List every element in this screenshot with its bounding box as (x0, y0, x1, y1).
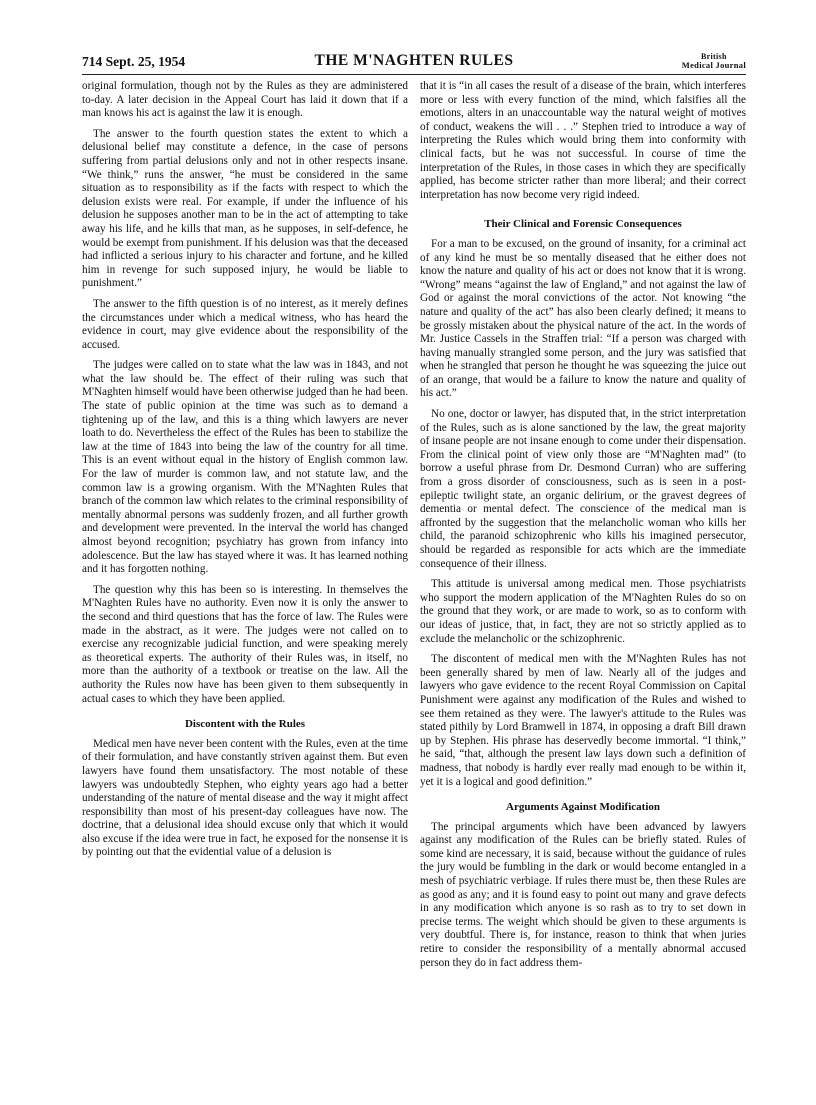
section-heading: Their Clinical and Forensic Consequences (484, 218, 682, 231)
section-heading: Arguments Against Modification (506, 801, 660, 814)
running-title: THE M'NAGHTEN RULES (314, 52, 514, 69)
paragraph: No one, doctor or lawyer, has disputed that, in the strict interpretation of the Rules, such as is alone sanctioned by the law, the great majority of insane people are not insane enough to come under their dispensation. From the clinical point of view only those are “M'Naghten mad” (to borrow a useful phrase from Dr. Desmond Curran) who are suffering from a gross disorder of consciousness, such as is seen in a post-epileptic twilight state, an organic delirium, or the gravest degrees of dementia or mental defect. The conscience of the medical man is affronted by the suggestion that the melancholic woman who kills her child, the paranoid schizophrenic who kills his imagined persecutor, should be regarded as responsible for acts which are the immediate consequence of their illness. (420, 408, 746, 570)
right-column (420, 80, 746, 977)
journal-line-1: British (701, 52, 727, 61)
section-heading: Discontent with the Rules (184, 718, 306, 731)
paragraph: The answer to the fourth question states the extent to which a delusional belief may constitute a defence, in the case of persons suffering from partial delusions only and not in other respects insane. “We think,” runs the answer, “he must be considered in the same situation as to responsibility as if the facts with respect to which the delusion exists were real. For example, if under the influence of his delusion he supposes another man to be in the act of attempting to take away his life, and he kills that man, as he supposes, in self-defence, he would be exempt from punishment. If his delusion was that the deceased had inflicted a serious injury to his character and fortune, and he killed him in revenge for such supposed injury, he would be liable to punishment.” (82, 127, 408, 290)
paragraph: original formulation, though not by the Rules as they are administered to-day. A later decision in the Appeal Court has laid it down that if a man knows his act is against the law it is enough. (82, 80, 408, 120)
page-header (82, 50, 746, 75)
paragraph: The answer to the fifth question is of no interest, as it merely defines the circumstances under which a medical witness, who has heard the evidence in court, may give evidence about the responsibility of the accused. (82, 297, 408, 351)
paragraph: Medical men have never been content with the Rules, even at the time of their formulation, and have constantly striven against them. But even lawyers have found them unsatisfactory. The most notable of these lawyers was undoubtedly Stephen, who eighty years ago had a better understanding of the nature of mental disease and the way it might affect responsibility than most of his present-day colleagues have now. The doctrine, that a delusional idea should excuse only that which it would also excuse if the idea were true in fact, he exposed for the nonsense it is by pointing out that the evidential value of a delusion is (82, 737, 408, 859)
paragraph: The discontent of medical men with the M'Naghten Rules has not been generally shared by men of law. Nearly all of the judges and lawyers who gave evidence to the recent Royal Commission on Capital Punishment were against any modification of the Rules and wished to see them retained as they were. The lawyer's attitude to the Rules was stated pithily by Lord Bramwell in 1874, in opposing a draft Bill drawn up by Stephen. His phrase has deservedly become immortal. “I think,” he said, “that, although the present law lays down such a definition of madness, that nobody is hardly ever really mad enough to be within it, yet it is a logical and good definition.” (420, 653, 746, 788)
journal-line-2: Medical Journal (681, 60, 746, 70)
journal-name (682, 52, 746, 70)
left-column (82, 80, 408, 867)
paragraph: The question why this has been so is interesting. In themselves the M'Naghten Rules have no authority. Even now it is only the answer to the second and third questions that has the force of law. The Rules were made in the abstract, as it were. The judges were not called on to exercise any recognizable judicial function, and were speaking merely as theoretical experts. The authority of their Rules was, in itself, no more than the authority of a textbook or treatise on the law. All the authority the Rules now have has been given to them subsequently in actual cases to which they have been applied. (82, 583, 408, 705)
paragraph: This attitude is universal among medical men. Those psychiatrists who support the modern application of the M'Naghten Rules do so on the ground that they work, or are made to work, so as to conform with our ideas of justice, that, in fact, they are not so strictly applied as to exclude the melancholic or the schizophrenic. (420, 578, 746, 645)
paragraph: The principal arguments which have been advanced by lawyers against any modification of the Rules can be briefly stated. Rules of some kind are necessary, it is said, because without the guidance of rules the jury would be fumbling in the dark or would become entangled in a mesh of psychiatric verbiage. If rules there must be, then these Rules are as good as any; and it is found easy to point out many and grave defects in any modification which anyone is so rash as to try to set down in precise terms. The weight which should be given to these arguments is very doubtful. There is, for instance, reason to think that when juries retire to consider the responsibility of a mentally abnormal accused person they do in fact address them- (420, 820, 746, 969)
paragraph: The judges were called on to state what the law was in 1843, and not what the law should be. The effect of their ruling was such that M'Naghten himself would have been otherwise judged than he had been. The state of public opinion at the time was such as to demand a tightening up of the law, and this is a thing which lawyers are never loath to do. Nevertheless the effect of the Rules has been to stabilize the law at the time of 1843 into being the law of the country for all time. This is an event without equal in the history of English common law. For the law of murder is common law, and not statute law, and the common law is a growing organism. With the M'Naghten Rules that branch of the common law which relates to the criminal responsibility of mentally abnormal persons was suddenly frozen, and all further growth and development were prevented. In the interval the world has changed almost beyond recognition; psychiatry has grown from infancy into adolescence. But the law has stayed where it was. It has learned nothing and it has forgotten nothing. (82, 359, 408, 576)
paragraph: that it is “in all cases the result of a disease of the brain, which interferes more or less with every function of the mind, which falsifies all the emotions, alters in an unaccountable way the natural weight of motives of conduct, weakens the will . . .” Stephen tried to introduce a way of interpreting the Rules which would bring them into conformity with clinical facts, but he was not successful. In course of time the interpretation of the Rules, in those cases in which they are specifically applied, has become stricter rather than more liberal; and their correct interpretation has now become very rigid indeed. (420, 80, 746, 201)
paragraph: For a man to be excused, on the ground of insanity, for a criminal act of any kind he must be so mentally diseased that he either does not know the nature and quality of his act or does not know that it is wrong. “Wrong” means “against the law of England,” and not against the law of God or against the moral convictions of the actor. Not knowing “the nature and quality of the act” has also been clearly defined; it means to be grossly mistaken about the physical nature of the act. In the words of Mr. Justice Cassels in the Straffen trial: “If a person was charged with having manually strangled some person, and the jury was satisfied that when he strangled that person he thought he was squeezing the juice out of an orange, that would be a failure to know the nature and quality of his act.” (420, 237, 746, 400)
page-number-date: 714 Sept. 25, 1954 (82, 54, 186, 69)
